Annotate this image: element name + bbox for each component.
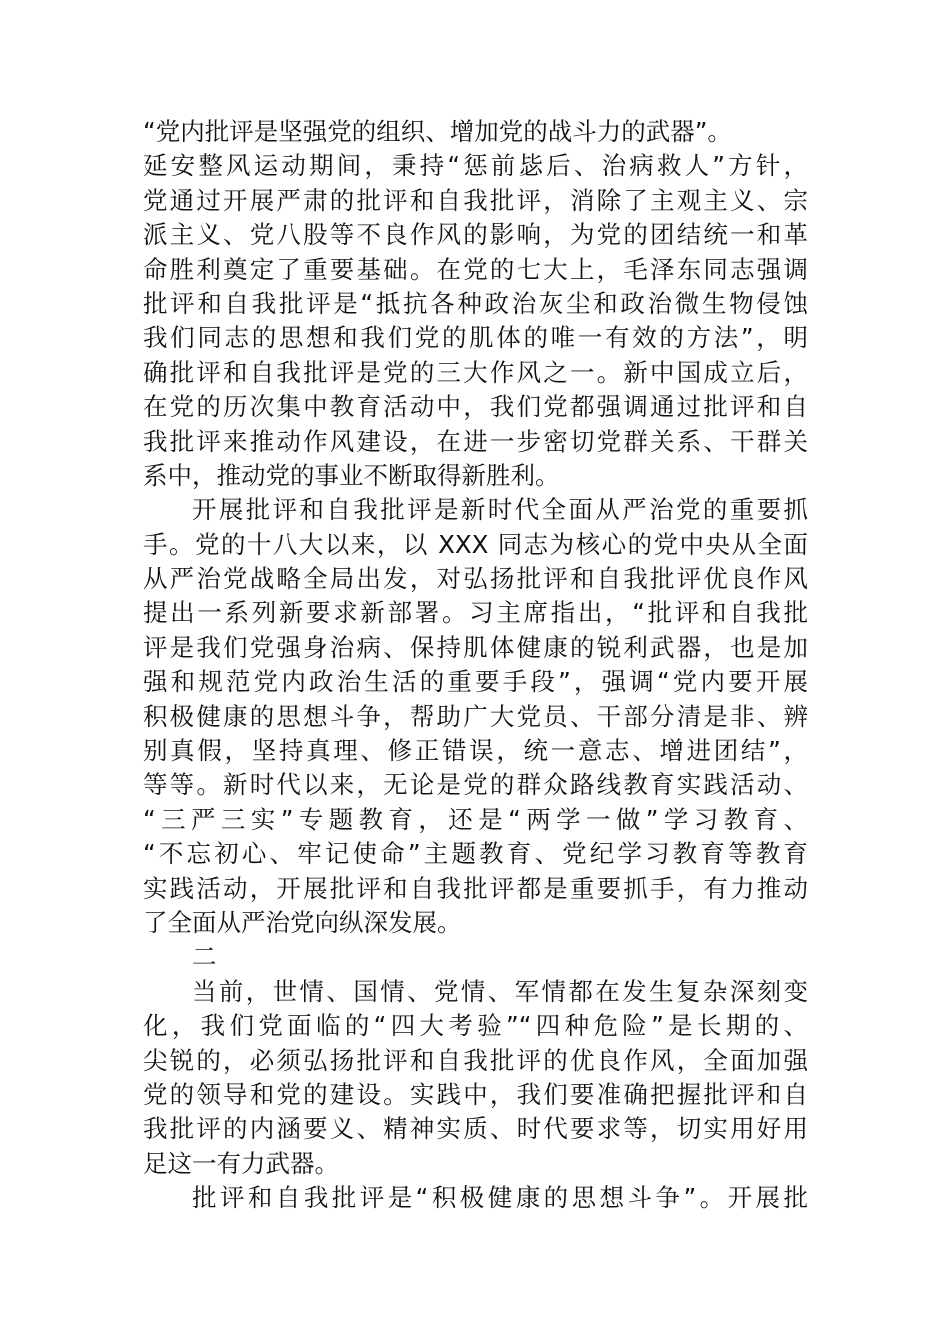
text-line: 足这一有力武器。 — [143, 1148, 339, 1178]
text-line: 实践活动，开展批评和自我批评都是重要抓手，有力推动 — [143, 873, 808, 903]
text-line: 手。党的十八大以来，以 XXX 同志为核心的党中央从全面 — [143, 529, 808, 559]
text-line: 系中，推动党的事业不断取得新胜利。 — [143, 460, 560, 490]
text-line: 尖锐的，必须弘扬批评和自我批评的优良作风，全面加强 — [143, 1045, 808, 1075]
text-line: 我批评来推动作风建设，在进一步密切党群关系、干群关 — [143, 426, 808, 456]
text-line: 开展批评和自我批评是新时代全面从严治党的重要抓 — [192, 495, 808, 525]
text-line: 了全面从严治党向纵深发展。 — [143, 907, 462, 937]
text-line: 积极健康的思想斗争，帮助广大党员、干部分清是非、辨 — [143, 701, 808, 731]
text-line: 化，我们党面临的“四大考验”“四种危险”是长期的、 — [143, 1011, 808, 1041]
text-line: 评是我们党强身治病、保持肌体健康的锐利武器，也是加 — [143, 632, 808, 662]
text-line: 确批评和自我批评是党的三大作风之一。新中国成立后， — [143, 357, 808, 387]
text-line: 批评和自我批评是“积极健康的思想斗争”。开展批 — [192, 1183, 808, 1213]
text-line: 延安整风运动期间，秉持“惩前毖后、治病救人”方针， — [143, 151, 808, 181]
text-line: 命胜利奠定了重要基础。在党的七大上，毛泽东同志强调 — [143, 254, 808, 284]
text-line: “不忘初心、牢记使命”主题教育、党纪学习教育等教育 — [143, 839, 808, 869]
text-line: 二 — [192, 942, 217, 972]
text-line: 派主义、党八股等不良作风的影响，为党的团结统一和革 — [143, 220, 808, 250]
text-line: “党内批评是坚强党的组织、增加党的战斗力的武器”。 — [143, 117, 732, 146]
text-line: 等等。新时代以来，无论是党的群众路线教育实践活动、 — [143, 770, 808, 800]
text-line: 提出一系列新要求新部署。习主席指出，“批评和自我批 — [143, 598, 808, 628]
text-line: 我们同志的思想和我们党的肌体的唯一有效的方法”，明 — [143, 323, 808, 353]
text-line: 从严治党战略全局出发，对弘扬批评和自我批评优良作风 — [143, 564, 808, 594]
text-line: 强和规范党内政治生活的重要手段”，强调“党内要开展 — [143, 667, 808, 697]
text-line: 批评和自我批评是“抵抗各种政治灰尘和政治微生物侵蚀 — [143, 288, 808, 318]
text-line: 我批评的内涵要义、精神实质、时代要求等，切实用好用 — [143, 1114, 808, 1144]
text-line: 在党的历次集中教育活动中，我们党都强调通过批评和自 — [143, 392, 808, 422]
text-line: 别真假，坚持真理、修正错误，统一意志、增进团结”， — [143, 736, 808, 766]
text-line: 党通过开展严肃的批评和自我批评，消除了主观主义、宗 — [143, 185, 808, 215]
text-line: “三严三实”专题教育，还是“两学一做”学习教育、 — [143, 804, 808, 834]
text-line: 党的领导和党的建设。实践中，我们要准确把握批评和自 — [143, 1079, 808, 1109]
text-line: 当前，世情、国情、党情、军情都在发生复杂深刻变 — [192, 976, 808, 1006]
document-body — [143, 115, 808, 1216]
